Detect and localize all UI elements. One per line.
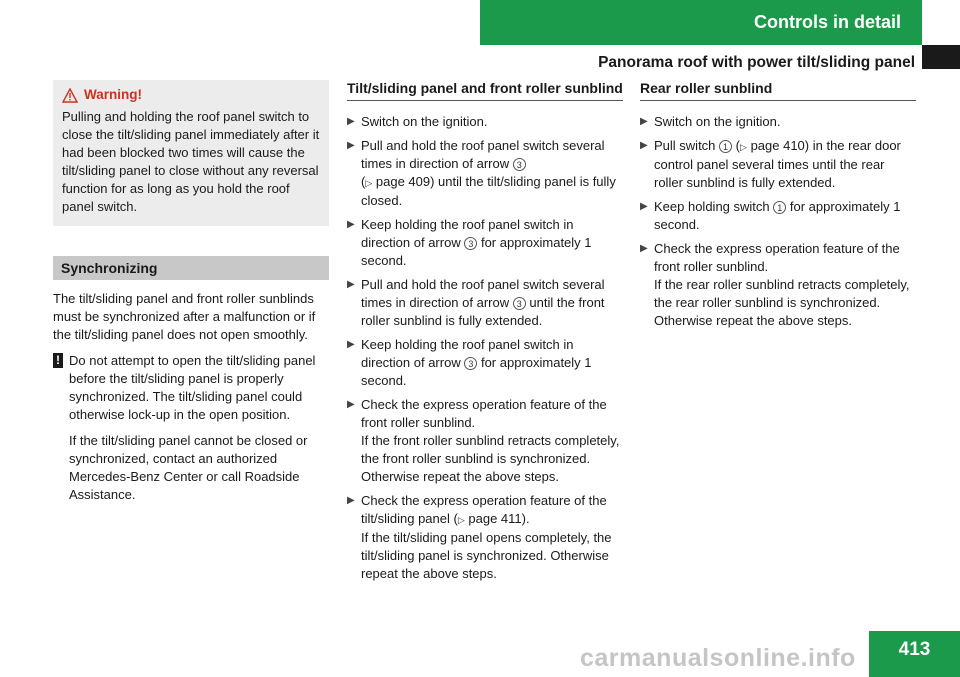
arrow-bullet-icon: ▶ xyxy=(347,279,355,290)
page-number: 413 xyxy=(869,631,960,677)
warning-triangle-icon xyxy=(62,88,78,103)
column-right xyxy=(640,80,916,336)
arrow-bullet-icon: ▶ xyxy=(640,140,648,151)
callout-number: 1 xyxy=(719,140,732,153)
callout-number: 3 xyxy=(464,357,477,370)
rear-steps xyxy=(640,113,916,330)
arrow-bullet-icon: ▶ xyxy=(347,399,355,410)
section-title: Controls in detail xyxy=(753,12,901,32)
column-left xyxy=(53,80,329,504)
callout-number: 3 xyxy=(513,297,526,310)
page-ref-icon: ▷ xyxy=(740,142,747,152)
list-item: ▶ Keep holding switch 1 for approximately 1 second. xyxy=(640,199,901,232)
list-item: ▶ Check the express operation feature of the tilt/sliding panel (▷ page 411). If the tilt/sliding panel opens completely, the tilt/sliding panel is synchronized. Otherwise repeat the above steps. xyxy=(347,493,612,581)
arrow-bullet-icon: ▶ xyxy=(640,116,648,127)
warning-title-row xyxy=(62,86,321,104)
arrow-bullet-icon: ▶ xyxy=(640,201,648,212)
arrow-bullet-icon: ▶ xyxy=(347,495,355,506)
warning-title: Warning! xyxy=(84,87,142,102)
warning-text: Pulling and holding the roof panel switch to close the tilt/sliding panel immediately after it had been blocked two times will cause the tilt/sliding panel to close without any reversal function for as long as you hold the roof panel switch. xyxy=(62,109,320,214)
section-heading-synchronizing: Synchronizing xyxy=(53,256,329,280)
list-item: ▶ Keep holding the roof panel switch in direction of arrow 3 for approximately 1 second. xyxy=(347,217,592,268)
list-item: ▶ Pull and hold the roof panel switch several times in direction of arrow 3 until the front roller sunblind is fully extended. xyxy=(347,277,605,328)
warning-box xyxy=(53,80,329,226)
section-header xyxy=(480,0,922,45)
front-steps xyxy=(347,113,623,583)
note-block xyxy=(53,352,329,504)
note-paragraph: If the tilt/sliding panel cannot be closed or synchronized, contact an authorized Mercedes-Benz Center or call Roadside Assistance. xyxy=(69,433,308,502)
list-item: ▶ Pull switch 1 (▷ page 410) in the rear door control panel several times until the rear roller sunblind is fully extended. xyxy=(640,138,901,190)
rear-heading: Rear roller sunblind xyxy=(640,80,916,101)
column-middle xyxy=(347,80,623,589)
arrow-bullet-icon: ▶ xyxy=(640,243,648,254)
caution-mark-icon: ! xyxy=(53,353,63,368)
list-item: ▶ Check the express operation feature of the front roller sunblind. If the front roller sunblind retracts completely, the front roller sunblind is synchronized. Otherwise repeat the above steps. xyxy=(347,397,620,484)
arrow-bullet-icon: ▶ xyxy=(347,339,355,350)
list-item: ▶ Keep holding the roof panel switch in direction of arrow 3 for approximately 1 second. xyxy=(347,337,592,388)
front-heading: Tilt/sliding panel and front roller sunblind xyxy=(347,80,623,101)
arrow-bullet-icon: ▶ xyxy=(347,219,355,230)
list-item: ▶ Switch on the ignition. xyxy=(640,114,781,129)
callout-number: 1 xyxy=(773,201,786,214)
watermark: carmanualsonline.info xyxy=(580,644,856,672)
list-item: ▶ Check the express operation feature of the front roller sunblind. If the rear roller sunblind retracts completely, the rear roller sunblind is synchronized. Otherwise repeat the above steps. xyxy=(640,241,910,328)
header-tab xyxy=(922,45,960,69)
subsection-title: Panorama roof with power tilt/sliding panel xyxy=(598,54,915,71)
note-paragraph: Do not attempt to open the tilt/sliding panel before the tilt/sliding panel is properly synchronized. The tilt/sliding panel could otherwise lock-up in the open position. xyxy=(69,353,316,422)
callout-number: 3 xyxy=(513,158,526,171)
arrow-bullet-icon: ▶ xyxy=(347,116,355,127)
sync-intro: The tilt/sliding panel and front roller sunblinds must be synchronized after a malfunction or if the tilt/sliding panel does not open smoothly. xyxy=(53,291,316,342)
arrow-bullet-icon: ▶ xyxy=(347,140,355,151)
page-ref-icon: ▷ xyxy=(365,178,373,188)
callout-number: 3 xyxy=(464,237,477,250)
page-ref-icon: ▷ xyxy=(457,515,465,525)
list-item: ▶ Switch on the ignition. xyxy=(347,114,488,129)
list-item: ▶ Pull and hold the roof panel switch several times in direction of arrow 3 (▷ page 409) until the tilt/sliding panel is fully closed. xyxy=(347,138,616,208)
